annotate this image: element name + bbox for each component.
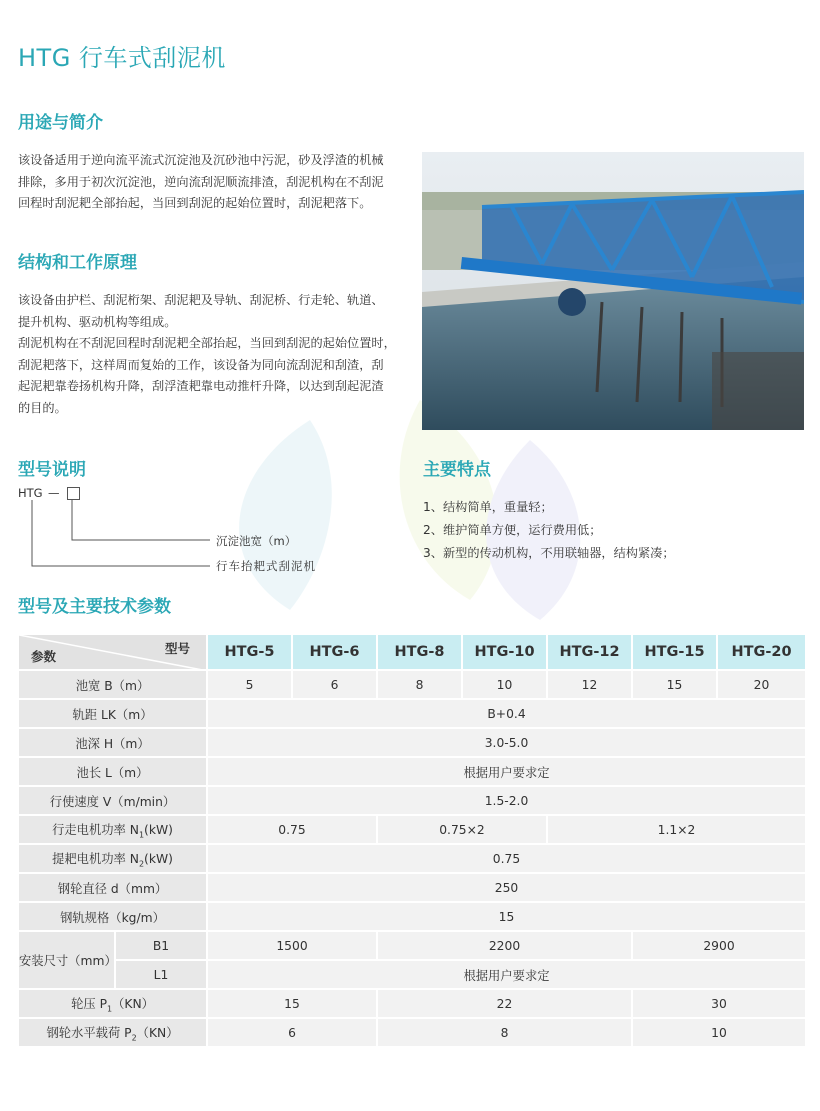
table-cell: 10 (632, 1018, 806, 1047)
table-cell: 3.0-5.0 (207, 728, 806, 757)
intro-line: 回程时刮泥耙全部抬起，当回到刮泥的起始位置时，刮泥耙落下。 (18, 196, 372, 210)
table-cell: 0.75 (207, 815, 377, 844)
table-cell: 1.1×2 (547, 815, 806, 844)
page-title: HTG 行车式刮泥机 (18, 44, 226, 72)
row-label-main: 钢轮水平载荷 P (46, 1025, 132, 1040)
row-label: 轨距 LK（m） (18, 699, 207, 728)
model-header: HTG-15 (632, 634, 717, 670)
row-label-main: 行走电机功率 N (52, 822, 139, 837)
table-cell: 6 (292, 670, 377, 699)
table-cell: 2900 (632, 931, 806, 960)
corner-param-label: 参数 (31, 649, 57, 664)
row-label: 安装尺寸（mm） (18, 931, 115, 989)
table-cell: 20 (717, 670, 806, 699)
table-cell: 15 (632, 670, 717, 699)
row-label (18, 815, 207, 844)
model-dash: — (48, 486, 60, 500)
model-leader-lines (20, 498, 220, 573)
table-row (18, 670, 806, 699)
table-cell: 12 (547, 670, 632, 699)
intro-line: 排除，多用于初次沉淀池，逆向流刮泥顺流排渣，刮泥机构在不刮泥 (18, 174, 384, 189)
row-label-tail: （KN） (112, 996, 154, 1011)
model-header: HTG-12 (547, 634, 632, 670)
table-cell: 根据用户要求定 (207, 960, 806, 989)
row-label-sub: 1 (138, 830, 145, 840)
model-code: HTG (18, 486, 43, 500)
row-sublabel: L1 (115, 960, 207, 989)
row-label-tail: （KN） (136, 1025, 179, 1040)
row-label: 行使速度 V（m/min） (18, 786, 207, 815)
row-label-tail: (kW) (144, 851, 173, 866)
intro-line: 该设备适用于逆向流平流式沉淀池及沉砂池中污泥，砂及浮渣的机械 (18, 153, 384, 167)
model-label-type: 行车抬耙式刮泥机 (216, 559, 316, 573)
model-header: HTG-5 (207, 634, 292, 670)
row-label: 钢轮直径 d（mm） (18, 873, 207, 902)
row-label-sub: 1 (106, 1004, 113, 1014)
row-label-sub: 2 (138, 859, 145, 869)
feature-item: 2、维护简单方便，运行费用低； (423, 523, 602, 537)
structure-heading: 结构和工作原理 (18, 253, 137, 273)
row-label: 池长 L（m） (18, 757, 207, 786)
table-cell: 30 (632, 989, 806, 1018)
model-label-width: 沉淀池宽（m） (216, 534, 297, 548)
table-row (18, 728, 806, 757)
table-cell: 1500 (207, 931, 377, 960)
table-cell: 根据用户要求定 (207, 757, 806, 786)
table-cell: 10 (462, 670, 547, 699)
intro-text (18, 150, 413, 215)
feature-item: 3、新型的传动机构，不用联轴器，结构紧凑； (423, 546, 675, 560)
table-cell: B+0.4 (207, 699, 806, 728)
table-cell: 15 (207, 989, 377, 1018)
table-heading: 型号及主要技术参数 (18, 597, 171, 617)
features-heading: 主要特点 (423, 460, 491, 480)
table-cell: 1.5-2.0 (207, 786, 806, 815)
table-row (18, 786, 806, 815)
structure-line: 该设备由护栏、刮泥桁架、刮泥耙及导轨、刮泥桥、行走轮、轨道、 (18, 293, 384, 307)
row-label-main: 轮压 P (71, 996, 107, 1011)
table-cell: 15 (207, 902, 806, 931)
table-row (18, 699, 806, 728)
table-cell: 0.75 (207, 844, 806, 873)
table-row (18, 844, 806, 873)
row-label (18, 1018, 207, 1047)
structure-line: 提升机构、驱动机构等组成。 (18, 314, 177, 329)
spec-table (18, 634, 806, 1047)
row-label: 池宽 B（m） (18, 670, 207, 699)
model-header: HTG-20 (717, 634, 806, 670)
features-list (423, 496, 675, 565)
table-row (18, 757, 806, 786)
table-row (18, 1018, 806, 1047)
table-cell: 8 (377, 670, 462, 699)
row-label: 钢轨规格（kg/m） (18, 902, 207, 931)
table-row (18, 873, 806, 902)
row-label-main: 提耙电机功率 N (52, 851, 139, 866)
structure-line: 刮泥机构在不刮泥回程时刮泥耙全部抬起，当回到刮泥的起始位置时， (18, 336, 396, 350)
table-row (18, 960, 806, 989)
table-row (18, 902, 806, 931)
table-cell: 22 (377, 989, 632, 1018)
row-label (18, 989, 207, 1018)
row-label-sub: 2 (131, 1033, 137, 1043)
table-cell: 0.75×2 (377, 815, 547, 844)
model-heading: 型号说明 (18, 460, 86, 480)
intro-heading: 用途与简介 (18, 113, 103, 133)
row-label: 池深 H（m） (18, 728, 207, 757)
table-row (18, 815, 806, 844)
structure-line: 刮泥耙落下，这样周而复始的工作，该设备为同向流刮泥和刮渣，刮 (18, 357, 384, 372)
row-sublabel: B1 (115, 931, 207, 960)
table-header-row (18, 634, 806, 670)
structure-line: 的目的。 (18, 400, 67, 415)
model-header: HTG-6 (292, 634, 377, 670)
corner-model-label: 型号 (164, 641, 190, 656)
feature-item: 1、结构简单，重量轻； (423, 500, 553, 514)
table-cell: 8 (377, 1018, 632, 1047)
table-cell: 2200 (377, 931, 632, 960)
table-cell: 6 (207, 1018, 377, 1047)
table-row (18, 989, 806, 1018)
table-cell: 250 (207, 873, 806, 902)
table-row (18, 931, 806, 960)
scraper-photo (422, 152, 804, 430)
row-label-tail: (kW) (144, 822, 173, 837)
table-corner (18, 634, 207, 670)
table-cell: 5 (207, 670, 292, 699)
row-label (18, 844, 207, 873)
model-header: HTG-8 (377, 634, 462, 670)
model-header: HTG-10 (462, 634, 547, 670)
structure-text (18, 290, 413, 419)
structure-line: 起泥耙靠卷扬机构升降，刮浮渣耙靠电动推杆升降，以达到刮起泥渣 (18, 379, 384, 393)
